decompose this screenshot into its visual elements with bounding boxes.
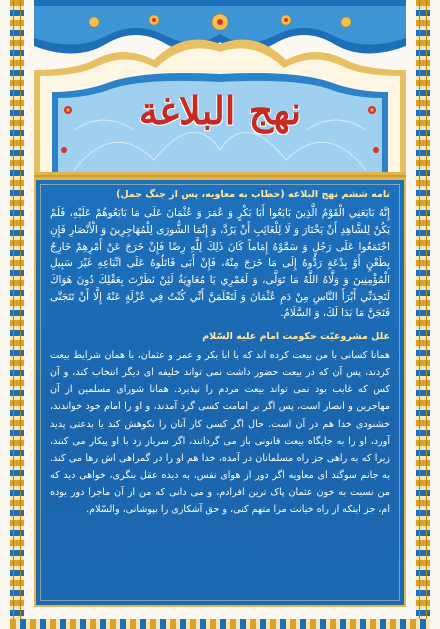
page-title: نهج البلاغة xyxy=(138,88,302,133)
bottom-ornamental-border xyxy=(10,619,430,629)
persian-translation-text: همانا کسانی با من بیعت کرده اند که با ابا بکر و عمر و عثمان، با همان شرایط بیعت کردند، پس آن که در بیعت حضور داشت نمی تواند خلیفه ای دیگر انتخاب کند، و آن کس که غایب بود نمی تواند بیعت مردم را نپذیرد. همانا شورای مسلمین از آن مهاجرین و انصار است، پس اگر بر امامت کسی گرد آمدند، و او را امام خود خواندند، خشنودی خدا هم در آن است. حال اگر کسی کار آنان را نکوهش کند یا بدعتی پدید آورد، او را به جایگاه بیعت قانونی باز می گردانند، اگر سرباز زد با او پیکار می کنند، زیرا که به راهی جز راه مسلمانان در آمده، خدا هم او را در گمراهی اش رها می کند. به جانم سوگند ای معاویه اگر دور از هوای نفس، به دیده عقل بنگری، خواهی دید که من نسبت به خون عثمان پاک ترین افرادم، و می دانی که من از آن ماجرا دور بوده ام، جز اینکه از راه خیانت مرا متهم کنی، و حق آشکاری را بپوشانی، والسّلام. xyxy=(50,350,390,515)
letter-heading: نامه ششم نهج البلاغه (خطاب به معاویه، پس از جنگ جمل) xyxy=(116,189,390,200)
ornamental-header xyxy=(34,0,406,180)
arabic-letter-text: إِنَّهُ بَايَعَنِي الْقَوْمُ الَّذِينَ بَايَعُوا أَبَا بَكْرٍ وَ عُمَرَ وَ عُثْمَانَ عَلَى مَا بَايَعُوهُمْ عَلَيْهِ، فَلَمْ يَكُنْ لِلشَّاهِدِ أَنْ يَخْتَارَ وَ لَا لِلْغَائِبِ أَنْ يَرُدَّ، وَ إِنَّمَا الشُّورَى لِلْمُهَاجِرِينَ وَ الْأَنْصَارِ فَإِنِ اجْتَمَعُوا عَلَى رَجُلٍ وَ سَمَّوْهُ إِمَاماً كَانَ ذَلِكَ لِلَّهِ رِضًا فَإِنْ خَرَجَ عَنْ أَمْرِهِمْ خَارِجٌ بِطَعْنٍ أَوْ بِدْعَةٍ رَدُّوهُ إِلَى مَا خَرَجَ مِنْهُ، فَإِنْ أَبَى قَاتَلُوهُ عَلَى اتِّبَاعِهِ غَيْرَ سَبِيلِ الْمُؤْمِنِينَ وَ وَلَّاهُ اللَّهُ مَا تَوَلَّى، وَ لَعَمْرِي يَا مُعَاوِيَةُ لَئِنْ نَظَرْتَ بِعَقْلِكَ دُونَ هَوَاكَ لَتَجِدَنِّي أَبْرَأَ النَّاسِ مِنْ دَمِ عُثْمَانَ وَ لَتَعْلَمَنَّ أَنِّي كُنْتُ فِي عُزْلَةٍ عَنْهُ إِلَّا أَنْ تَتَجَنَّى فَتَجَنَّ مَا بَدَا لَكَ، وَ السَّلَامُ. xyxy=(50,207,390,320)
right-ornamental-border xyxy=(416,0,430,629)
text-panel xyxy=(34,180,406,607)
text-content xyxy=(50,188,390,597)
governance-heading: علل مشروعیّت حکومت امام علیه السّلام xyxy=(202,331,390,342)
left-ornamental-border xyxy=(10,0,24,629)
